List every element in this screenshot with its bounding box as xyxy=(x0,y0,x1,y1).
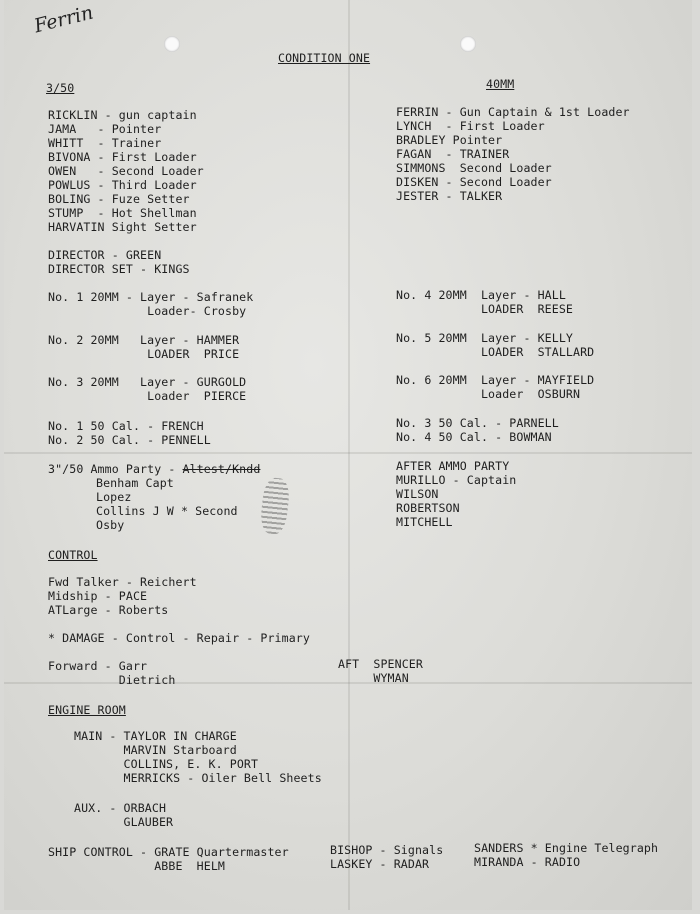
forward-line: Forward - Garr xyxy=(48,659,148,673)
cal50-line: No. 3 50 Cal. - PARNELL xyxy=(396,416,559,430)
crew-line: JESTER - TALKER xyxy=(396,189,503,203)
director-set-line: DIRECTOR SET - KINGS xyxy=(48,262,190,276)
crew-line: HARVATIN Sight Setter xyxy=(48,220,197,234)
signals-line: LASKEY - RADAR xyxy=(330,857,430,871)
crew-line: FAGAN - TRAINER xyxy=(396,147,510,161)
mount-line: No. 2 20MM Layer - HAMMER xyxy=(48,333,240,347)
crew-line: JAMA - Pointer xyxy=(48,122,162,136)
punch-hole xyxy=(460,36,476,52)
director-line: DIRECTOR - GREEN xyxy=(48,248,162,262)
ammo-member: Benham Capt xyxy=(96,476,174,490)
crew-line: BRADLEY Pointer xyxy=(396,133,503,147)
crew-line: OWEN - Second Loader xyxy=(48,164,204,178)
cal50-line: No. 2 50 Cal. - PENNELL xyxy=(48,433,211,447)
punch-hole xyxy=(164,36,180,52)
aft-line: WYMAN xyxy=(338,671,409,685)
mount-line: No. 4 20MM Layer - HALL xyxy=(396,288,566,302)
engine-aux-line: GLAUBER xyxy=(74,815,174,829)
ammo-party-heading xyxy=(48,463,260,476)
crew-line: WHITT - Trainer xyxy=(48,136,162,150)
after-ammo-line: WILSON xyxy=(396,487,439,501)
ammo-member: Osby xyxy=(96,518,125,532)
after-ammo-line: AFTER AMMO PARTY xyxy=(396,459,510,473)
signals-line: BISHOP - Signals xyxy=(330,843,444,857)
mount-line: No. 1 20MM - Layer - Safranek xyxy=(48,290,254,304)
mount-line: LOADER STALLARD xyxy=(396,345,595,359)
crew-line: BIVONA - First Loader xyxy=(48,150,197,164)
handwritten-name: Ferrin xyxy=(32,1,96,38)
ammo-member: Collins J W * Second xyxy=(96,504,238,518)
control-line: ATLarge - Roberts xyxy=(48,603,169,617)
telegraph-line: SANDERS * Engine Telegraph xyxy=(474,841,659,855)
crew-line: SIMMONS Second Loader xyxy=(396,161,552,175)
crew-line: LYNCH - First Loader xyxy=(396,119,545,133)
cal50-line: No. 1 50 Cal. - FRENCH xyxy=(48,419,204,433)
engine-room-heading: ENGINE ROOM xyxy=(48,703,126,717)
document-title: CONDITION ONE xyxy=(278,51,371,65)
ink-smudge xyxy=(259,477,291,535)
control-line: Midship - PACE xyxy=(48,589,148,603)
crew-line: RICKLIN - gun captain xyxy=(48,108,197,122)
crew-line: DISKEN - Second Loader xyxy=(396,175,552,189)
cal50-line: No. 4 50 Cal. - BOWMAN xyxy=(396,430,552,444)
mount-line: Loader- Crosby xyxy=(48,304,247,318)
ship-control-line: ABBE HELM xyxy=(48,859,226,873)
engine-main-line: MARVIN Starboard xyxy=(74,743,237,757)
ship-control-line: SHIP CONTROL - GRATE Quartermaster xyxy=(48,845,289,859)
crew-line: POWLUS - Third Loader xyxy=(48,178,197,192)
section-heading-350: 3/50 xyxy=(46,81,75,95)
crew-line: STUMP - Hot Shellman xyxy=(48,206,197,220)
aft-line: AFT SPENCER xyxy=(338,657,423,671)
mount-line: Loader OSBURN xyxy=(396,387,581,401)
forward-line: Dietrich xyxy=(48,673,176,687)
mount-line: LOADER PRICE xyxy=(48,347,240,361)
engine-main-line: MERRICKS - Oiler Bell Sheets xyxy=(74,771,322,785)
section-heading-40mm: 40MM xyxy=(486,77,515,91)
mount-line: No. 5 20MM Layer - KELLY xyxy=(396,331,574,345)
ammo-party-label: 3"/50 Ammo Party - xyxy=(48,462,183,476)
engine-main-line: MAIN - TAYLOR IN CHARGE xyxy=(74,729,237,743)
ammo-member: Lopez xyxy=(96,490,132,504)
crew-line: BOLING - Fuze Setter xyxy=(48,192,190,206)
crew-line: FERRIN - Gun Captain & 1st Loader xyxy=(396,105,630,119)
after-ammo-line: ROBERTSON xyxy=(396,501,460,515)
after-ammo-line: MURILLO - Captain xyxy=(396,473,517,487)
mount-line: No. 3 20MM Layer - GURGOLD xyxy=(48,375,247,389)
telegraph-line: MIRANDA - RADIO xyxy=(474,855,581,869)
typed-document-page xyxy=(4,0,692,910)
after-ammo-line: MITCHELL xyxy=(396,515,453,529)
mount-line: No. 6 20MM Layer - MAYFIELD xyxy=(396,373,595,387)
fold-crease xyxy=(348,0,350,910)
control-heading: CONTROL xyxy=(48,548,98,562)
engine-main-line: COLLINS, E. K. PORT xyxy=(74,757,259,771)
mount-line: Loader PIERCE xyxy=(48,389,247,403)
damage-line: * DAMAGE - Control - Repair - Primary xyxy=(48,631,310,645)
struck-out-text: Altest/Kndd xyxy=(182,462,261,476)
control-line: Fwd Talker - Reichert xyxy=(48,575,197,589)
mount-line: LOADER REESE xyxy=(396,302,574,316)
engine-aux-line: AUX. - ORBACH xyxy=(74,801,167,815)
